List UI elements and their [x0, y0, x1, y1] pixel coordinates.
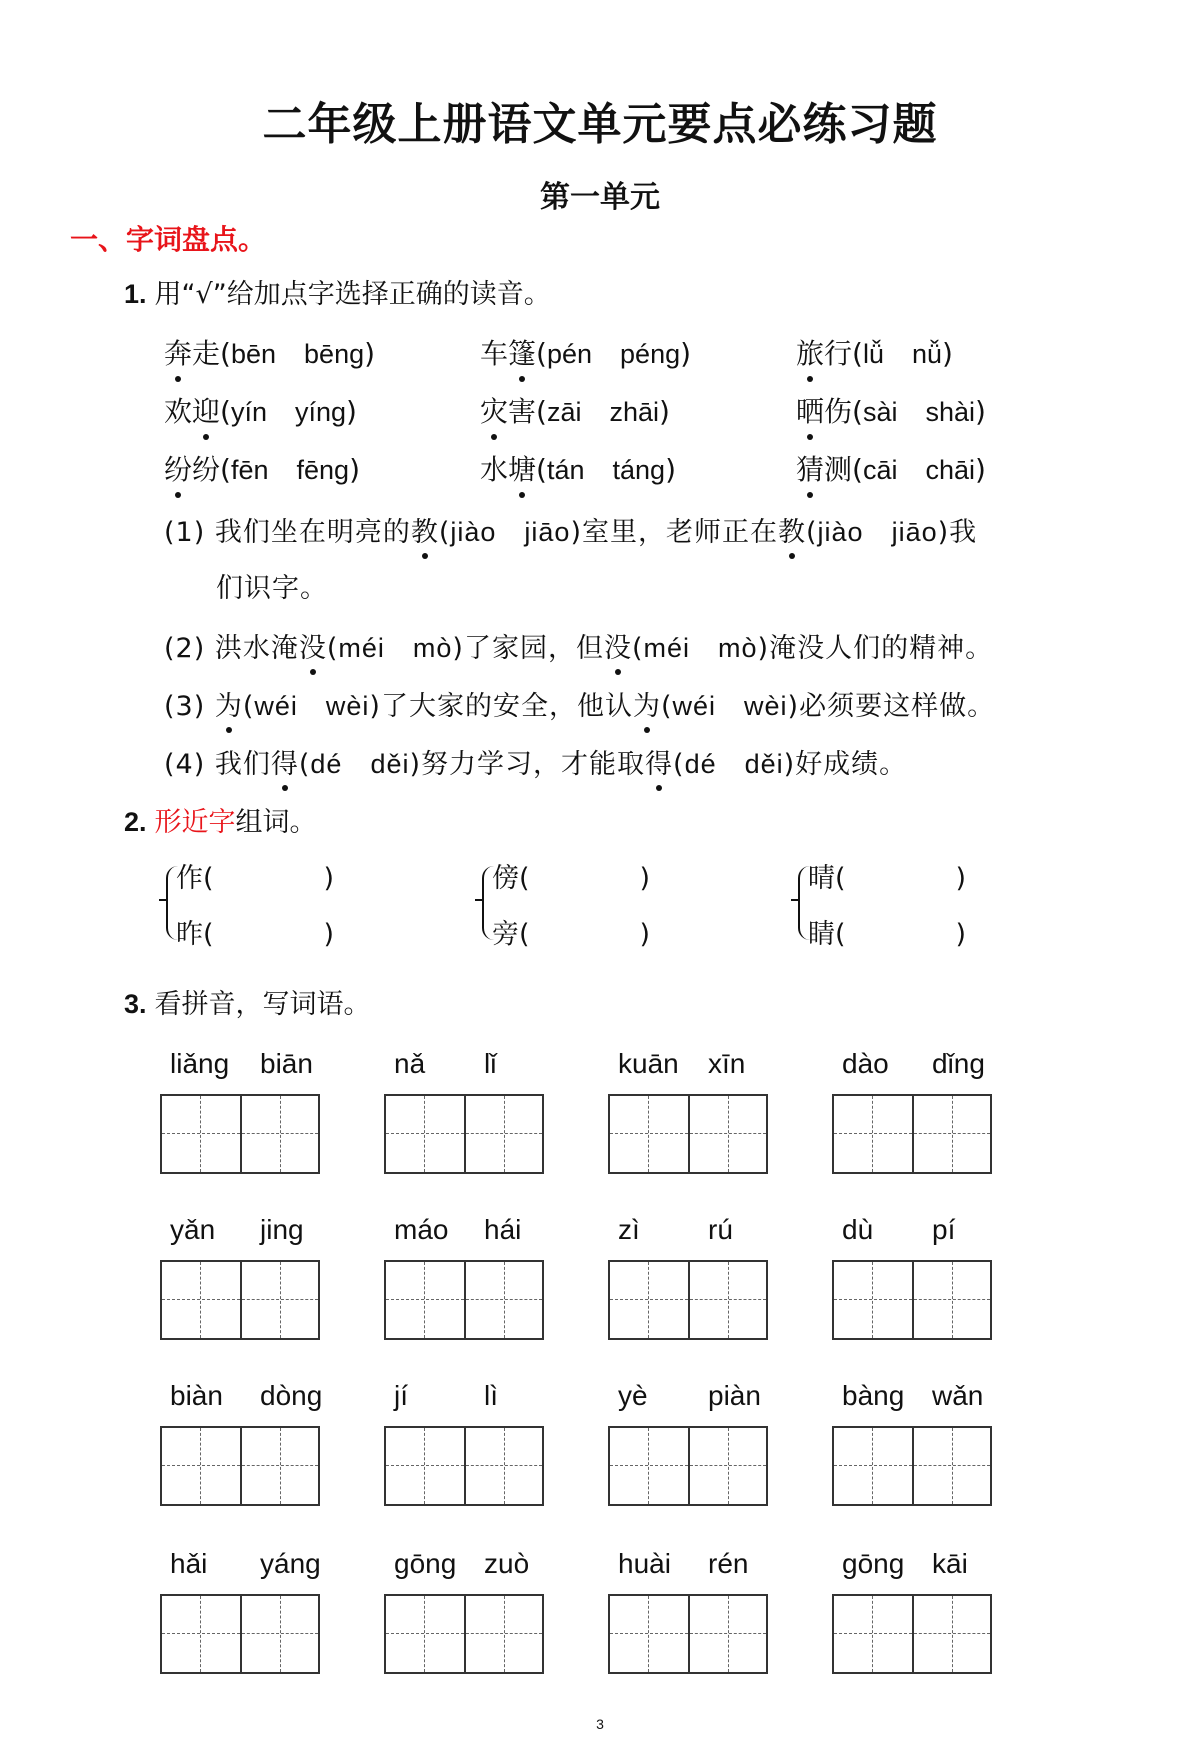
sentence-2: (2) 洪水淹没(méi mò)了家园，但没(méi mò)淹没人们的精神。: [164, 626, 993, 665]
option[interactable]: wéi: [672, 691, 717, 721]
grid-cell[interactable]: [834, 1596, 912, 1672]
pinyin-label: zuò: [484, 1548, 530, 1579]
grid-cell[interactable]: [610, 1428, 688, 1504]
word-blank[interactable]: 睛( ): [808, 919, 967, 950]
pinyin-label: wǎn: [932, 1380, 984, 1411]
pinyin-option-b[interactable]: táng: [612, 455, 666, 485]
grid-cell[interactable]: [834, 1262, 912, 1338]
tian-zi-grid[interactable]: [608, 1426, 768, 1506]
pinyin-option-b[interactable]: zhāi: [609, 397, 660, 427]
grid-cell[interactable]: [386, 1096, 464, 1172]
pinyin-label: máo: [394, 1214, 449, 1245]
pinyin-option-a[interactable]: fēn: [230, 455, 269, 485]
option[interactable]: wèi: [325, 691, 370, 721]
dotted-character: 纷: [164, 448, 192, 488]
question-2-number: 2.: [124, 807, 147, 837]
grid-cell[interactable]: [834, 1428, 912, 1504]
pinyin-label: biān: [260, 1048, 313, 1079]
pinyin-label: hái: [484, 1214, 522, 1245]
pinyin-label: kāi: [932, 1548, 968, 1579]
pinyin-label: kuān: [618, 1048, 679, 1079]
option[interactable]: jiào: [450, 517, 497, 547]
question-3-text: 看拼音，写词语。: [154, 989, 371, 1020]
pinyin-option-a[interactable]: sài: [862, 397, 898, 427]
pinyin-option-a[interactable]: bēn: [230, 339, 277, 369]
grid-cell[interactable]: [464, 1596, 542, 1672]
grid-cell[interactable]: [162, 1262, 240, 1338]
pinyin-label: yáng: [260, 1548, 321, 1579]
question-2-text: 组词。: [235, 807, 317, 838]
pinyin-option-a[interactable]: yín: [230, 397, 267, 427]
dotted-character: 奔: [164, 332, 192, 372]
pinyin-option-a[interactable]: zāi: [546, 397, 582, 427]
pinyin-label: huài: [618, 1548, 671, 1579]
dotted-character: 晒: [796, 390, 824, 430]
grid-cell[interactable]: [240, 1596, 318, 1672]
tian-zi-grid[interactable]: [832, 1260, 992, 1340]
grid-cell[interactable]: [162, 1096, 240, 1172]
pinyin-label: pí: [932, 1214, 956, 1245]
pinyin-label: lǐ: [484, 1048, 497, 1079]
grid-cell[interactable]: [386, 1428, 464, 1504]
grid-cell[interactable]: [688, 1262, 766, 1338]
option[interactable]: dé: [684, 749, 717, 779]
tian-zi-grid[interactable]: [384, 1260, 544, 1340]
pinyin-option-a[interactable]: tán: [546, 455, 585, 485]
word-blank[interactable]: 晴( ): [808, 863, 967, 894]
tian-zi-grid[interactable]: [160, 1594, 320, 1674]
tian-zi-grid[interactable]: [160, 1260, 320, 1340]
sentence-3: (3) 为(wéi wèi)了大家的安全，他认为(wéi wèi)必须要这样做。: [164, 684, 995, 723]
grid-cell[interactable]: [464, 1262, 542, 1338]
grid-cell[interactable]: [912, 1596, 990, 1672]
pinyin-label: dào: [842, 1048, 889, 1079]
pinyin-label: bàng: [842, 1380, 905, 1411]
grid-cell[interactable]: [240, 1262, 318, 1338]
grid-cell[interactable]: [912, 1096, 990, 1172]
page-title: 二年级上册语文单元要点必练习题: [262, 99, 938, 150]
reading-option-group: 旅行(lǚ nǚ): [796, 332, 953, 372]
grid-cell[interactable]: [162, 1596, 240, 1672]
option[interactable]: děi: [370, 749, 410, 779]
grid-cell[interactable]: [688, 1096, 766, 1172]
question-3: [124, 982, 371, 1021]
option[interactable]: wéi: [254, 691, 298, 721]
pinyin-option-a[interactable]: pén: [546, 339, 593, 369]
grid-cell[interactable]: [386, 1262, 464, 1338]
pinyin-label: rén: [708, 1548, 749, 1579]
pinyin-label: yǎn: [170, 1214, 216, 1245]
option[interactable]: mò: [412, 633, 453, 663]
pinyin-option-b[interactable]: chāi: [925, 455, 976, 485]
word-blank[interactable]: 昨( ): [176, 919, 335, 950]
grid-cell[interactable]: [240, 1096, 318, 1172]
pinyin-option-b[interactable]: nǚ: [911, 339, 943, 369]
grid-cell[interactable]: [688, 1428, 766, 1504]
word-blank[interactable]: 傍( ): [492, 863, 651, 894]
pinyin-option-b[interactable]: bēng: [304, 339, 365, 369]
pinyin-label: zì: [618, 1214, 640, 1245]
dotted-character: 猜: [796, 448, 824, 488]
grid-cell[interactable]: [464, 1096, 542, 1172]
pinyin-label: biàn: [170, 1380, 223, 1411]
sentence-1-continued: 们识字。: [216, 573, 328, 604]
option[interactable]: mò: [718, 633, 758, 663]
question-1-text: 用“√”给加点字选择正确的读音。: [154, 279, 551, 310]
pinyin-label: hǎi: [170, 1548, 208, 1579]
reading-option-group: 猜测(cāi chāi): [796, 448, 986, 488]
grid-cell[interactable]: [610, 1096, 688, 1172]
reading-option-group: 灾害(zāi zhāi): [480, 390, 670, 430]
grid-cell[interactable]: [610, 1596, 688, 1672]
pinyin-label: lì: [484, 1380, 498, 1411]
grid-cell[interactable]: [912, 1428, 990, 1504]
tian-zi-grid[interactable]: [160, 1426, 320, 1506]
tian-zi-grid[interactable]: [832, 1094, 992, 1174]
pinyin-label: gōng: [842, 1548, 905, 1579]
option[interactable]: jiào: [817, 517, 864, 547]
word-blank[interactable]: 旁( ): [492, 919, 651, 950]
pinyin-option-b[interactable]: péng: [620, 339, 681, 369]
tian-zi-grid[interactable]: [160, 1094, 320, 1174]
grid-cell[interactable]: [240, 1428, 318, 1504]
tian-zi-grid[interactable]: [608, 1260, 768, 1340]
sentence-4: (4) 我们得(dé děi)努力学习，才能取得(dé děi)好成绩。: [164, 742, 907, 781]
pinyin-option-a[interactable]: lǚ: [862, 339, 884, 369]
option[interactable]: méi: [338, 633, 385, 663]
option[interactable]: wèi: [744, 691, 788, 721]
pinyin-option-b[interactable]: shài: [925, 397, 976, 427]
question-2-highlight: 形近字: [154, 807, 236, 838]
page-number: 3: [596, 1716, 604, 1732]
pinyin-label: nǎ: [394, 1048, 426, 1079]
tian-zi-grid[interactable]: [832, 1594, 992, 1674]
reading-option-group: 欢迎(yín yíng): [164, 390, 357, 430]
grid-cell[interactable]: [912, 1262, 990, 1338]
unit-heading: 第一单元: [540, 180, 660, 215]
dotted-character: 旅: [796, 332, 824, 372]
pinyin-label: dù: [842, 1214, 874, 1245]
dotted-character: 篷: [508, 332, 536, 372]
option[interactable]: dé: [310, 749, 343, 779]
pinyin-label: jí: [394, 1380, 408, 1411]
reading-option-group: 纷纷(fēn fēng): [164, 448, 360, 488]
pinyin-label: xīn: [708, 1048, 746, 1079]
option[interactable]: jiāo: [891, 517, 938, 547]
reading-option-group: 车篷(pén péng): [480, 332, 691, 372]
question-2: [124, 800, 317, 839]
option[interactable]: jiāo: [524, 517, 571, 547]
reading-option-group: 奔走(bēn bēng): [164, 332, 375, 372]
option[interactable]: děi: [744, 749, 784, 779]
question-1-number: 1.: [124, 279, 147, 309]
grid-cell[interactable]: [834, 1096, 912, 1172]
pinyin-option-b[interactable]: fēng: [296, 455, 350, 485]
pinyin-label: liǎng: [170, 1048, 230, 1079]
grid-cell[interactable]: [610, 1262, 688, 1338]
grid-cell[interactable]: [162, 1428, 240, 1504]
pinyin-label: rú: [708, 1214, 733, 1245]
tian-zi-grid[interactable]: [384, 1594, 544, 1674]
grid-cell[interactable]: [386, 1596, 464, 1672]
grid-cell[interactable]: [688, 1596, 766, 1672]
pinyin-label: gōng: [394, 1548, 457, 1579]
option[interactable]: méi: [643, 633, 691, 663]
grid-cell[interactable]: [464, 1428, 542, 1504]
pinyin-label: piàn: [708, 1380, 761, 1411]
dotted-character: 塘: [508, 448, 536, 488]
pinyin-option-b[interactable]: yíng: [295, 397, 347, 427]
tian-zi-grid[interactable]: [384, 1426, 544, 1506]
word-blank[interactable]: 作( ): [176, 863, 335, 894]
dotted-character: 灾: [480, 390, 508, 430]
tian-zi-grid[interactable]: [384, 1094, 544, 1174]
section-heading: 一、字词盘点。: [70, 223, 267, 256]
pinyin-label: dǐng: [932, 1048, 985, 1079]
question-1: [124, 272, 551, 311]
pinyin-label: yè: [618, 1380, 648, 1411]
pinyin-label: dòng: [260, 1380, 323, 1411]
pinyin-label: jing: [260, 1214, 304, 1245]
tian-zi-grid[interactable]: [608, 1094, 768, 1174]
reading-option-group: 晒伤(sài shài): [796, 390, 986, 430]
sentence-1: (1) 我们坐在明亮的教(jiào jiāo)室里，老师正在教(jiào jiāo)我: [164, 510, 977, 549]
dotted-character: 迎: [192, 390, 220, 430]
tian-zi-grid[interactable]: [608, 1594, 768, 1674]
pinyin-option-a[interactable]: cāi: [862, 455, 898, 485]
question-3-number: 3.: [124, 989, 147, 1019]
reading-option-group: 水塘(tán táng): [480, 448, 676, 488]
tian-zi-grid[interactable]: [832, 1426, 992, 1506]
